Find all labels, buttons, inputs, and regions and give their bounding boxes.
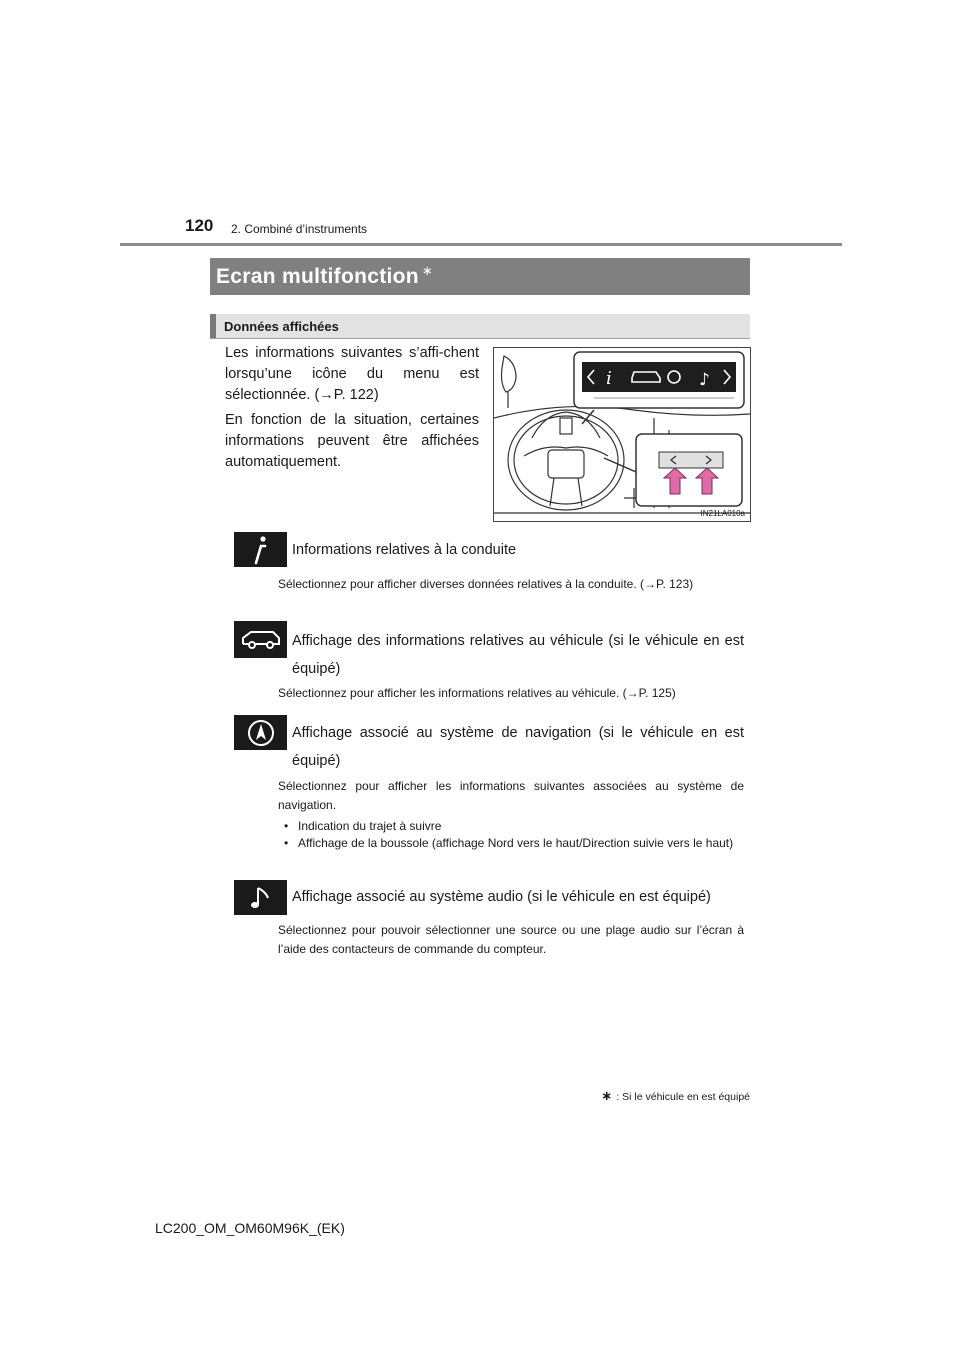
vehicle-icon bbox=[234, 621, 287, 658]
navigation-icon bbox=[234, 715, 287, 750]
header-divider bbox=[120, 243, 842, 246]
section-title-bar bbox=[210, 258, 750, 295]
footnote-asterisk: ∗ bbox=[601, 1088, 613, 1103]
section-title: Ecran multifonction bbox=[216, 264, 419, 288]
item-1-title: Informations relatives à la conduite bbox=[292, 542, 517, 558]
item-3-title: Affichage associé au système de navigation (si le véhicule en est équipé) bbox=[292, 725, 744, 769]
steering-wheel-drawing bbox=[494, 348, 750, 521]
info-icon bbox=[234, 532, 287, 567]
subsection-bar bbox=[210, 314, 750, 339]
intro-paragraph-1: Les informations suivantes s’affi-chent lorsqu’une icône du menu est sélectionnée. (→P. 122) bbox=[225, 345, 479, 403]
item-4-title: Affichage associé au système audio (si le véhicule en est équipé) bbox=[292, 889, 711, 905]
item-1-description: Sélectionnez pour afficher diverses données relatives à la conduite. (→P. 123) bbox=[278, 577, 694, 591]
document-code: LC200_OM_OM60M96K_(EK) bbox=[155, 1220, 345, 1236]
item-2-description: Sélectionnez pour afficher les informations relatives au véhicule. (→P. 125) bbox=[278, 686, 676, 700]
footnote-text: : Si le véhicule en est équipé bbox=[616, 1091, 750, 1103]
intro-paragraph-2: En fonction de la situation, certaines informations peuvent être affichées automatiquement. bbox=[225, 412, 479, 470]
svg-text:i: i bbox=[606, 368, 612, 389]
item-3-description: Sélectionnez pour afficher les informations suivantes associées au système de navigation. bbox=[278, 779, 744, 812]
chapter-title: 2. Combiné d’instruments bbox=[231, 222, 368, 236]
title-asterisk: ∗ bbox=[421, 262, 433, 278]
item-3-bullet-list bbox=[284, 818, 744, 852]
footnote bbox=[601, 1088, 750, 1104]
steering-wheel-illustration bbox=[493, 347, 751, 522]
svg-text:♪: ♪ bbox=[699, 370, 710, 390]
list-item: • Indication du trajet à suivre bbox=[284, 818, 744, 835]
list-item: • Affichage de la boussole (affichage Nord vers le haut/Direction suivie vers le haut) bbox=[284, 835, 744, 852]
figure-code: IN21LA010a bbox=[700, 509, 745, 518]
audio-icon bbox=[234, 880, 287, 915]
item-2-title: Affichage des informations relatives au véhicule (si le véhicule en est équipé) bbox=[292, 633, 744, 677]
item-4-description: Sélectionnez pour pouvoir sélectionner une source ou une plage audio sur l’écran à l’aide des contacteurs de commande du compteur. bbox=[278, 923, 744, 956]
page-number: 120 bbox=[185, 216, 214, 235]
subsection-title: Données affichées bbox=[224, 318, 339, 334]
